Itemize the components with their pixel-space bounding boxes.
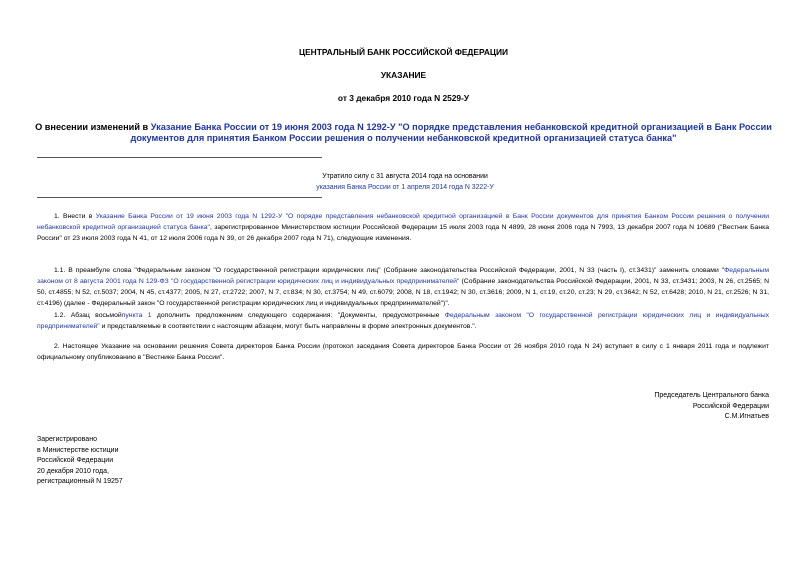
registration-number: регистрационный N 19257 (37, 478, 123, 486)
signatory-name: С.М.Игнатьев (724, 413, 769, 421)
signatory-position: Председатель Центрального банка (654, 392, 769, 399)
paragraph-1 (37, 212, 769, 245)
p11-text-b: (Собрание законодательства Российской Федерации, 2001, N 33, ст.3431; 2003, N 26, ст.2565; N 50, ст.4855; N 52, ст.5037; 2004, N 45, ст.4377; 2005, N 27, ст.2722; 2007, N 7, ст.834; N 30, ст.3754; N 49, ст.6079; 2008, N 18, ст.1942; N 30, ст.3616; 2009, N 1, ст.19, ст.20, ст.23; N 29, ст.3642; N 52, ст.6428; 2010, N 21, ст.2526; N 31, ст.4196) (далее - Федеральный закон "О государственной регистрации юридических лиц и индивидуальных предпринимателей")". (37, 277, 769, 307)
p11-federal-law-link[interactable]: Федеральным законом от 8 августа 2001 года N 129-ФЗ "О государственной регистрации юридических лиц и индивидуальных предпринимателей" (37, 267, 769, 285)
p1-text-b: , зарегистрированное Министерством юстиции Российской Федерации 15 июля 2003 года N 4899, 28 июня 2006 года N 7993, 13 декабря 2007 года N 10689 ("Вестник Банка России" от 23 июля 2003 года N 41, от 12 июля 2006 года N 39, от 26 декабря 2007 года N 71), следующие изменения. (37, 223, 769, 242)
title-prefix: О внесении изменений в (35, 122, 151, 132)
status-repeal-link[interactable]: указания Банка России от 1 апреля 2014 года N 3222-У (316, 184, 494, 191)
signature-block (590, 391, 769, 423)
signatory-organization: Российской Федерации (692, 402, 769, 410)
divider-bottom (37, 197, 322, 198)
registration-line-2: в Министерстве юстиции (37, 446, 119, 454)
document-type: УКАЗАНИЕ (380, 70, 427, 80)
registration-block (37, 435, 237, 488)
paragraph-1-2 (37, 311, 769, 333)
status-note (300, 171, 510, 193)
p1-text-a: 1. Внести в (54, 213, 96, 220)
status-text: Утратило силу с 31 августа 2014 года на основании (322, 173, 488, 180)
document-date-number: от 3 декабря 2010 года N 2529-У (337, 93, 470, 103)
document-title (30, 122, 777, 145)
divider-top (37, 157, 322, 158)
registration-line-1: Зарегистрировано (37, 436, 97, 443)
registration-line-3: Российской Федерации (37, 457, 114, 465)
p11-text-a: 1.1. В преамбуле слова "Федеральным законом "О государственной регистрации юридических лиц" (Собрание законодательства Российской Федерации, 2001, N 33 (часть I), ст.3431)" заменить словами " (54, 267, 725, 274)
p12-text-b: дополнить предложением следующего содержания: "Документы, предусмотренные (151, 312, 445, 319)
p12-clause-link[interactable]: пункта 1 (121, 312, 152, 319)
p12-text-c: и представляемые в соответствии с настоящим абзацем, могут быть направлены в форме электронных документов.". (99, 322, 477, 330)
paragraph-1-1 (37, 266, 769, 310)
title-referenced-act-link[interactable]: Указание Банка России от 19 июня 2003 года N 1292-У "О порядке представления небанковской кредитной организацией в Банк России документов для принятия Банком России решения о получении небанковской кредитной организацией статуса банка" (130, 122, 772, 144)
p12-text-a: 1.2. Абзац восьмой (54, 312, 122, 319)
p1-referenced-act-link[interactable]: Указание Банка России от 19 июня 2003 года N 1292-У "О порядке представления небанковской кредитной организацией в Банк России документов для принятия Банком России решения о получении небанковской кредитной организацией статуса банка" (37, 213, 769, 231)
registration-date: 20 декабря 2010 года, (37, 467, 109, 475)
p12-federal-law-link[interactable]: Федеральным законом "О государственной регистрации юридических лиц и индивидуальных предпринимателей" (37, 312, 769, 330)
paragraph-2 (37, 342, 769, 364)
issuer-heading: ЦЕНТРАЛЬНЫЙ БАНК РОССИЙСКОЙ ФЕДЕРАЦИИ (298, 47, 509, 57)
p2-text: 2. Настоящее Указание на основании решения Совета директоров Банка России (протокол заседания Совета директоров Банка России от 26 ноября 2010 года N 24) вступает в силу с 1 января 2011 года и подлежит официальному опубликованию в "Вестнике Банка России". (37, 343, 769, 361)
